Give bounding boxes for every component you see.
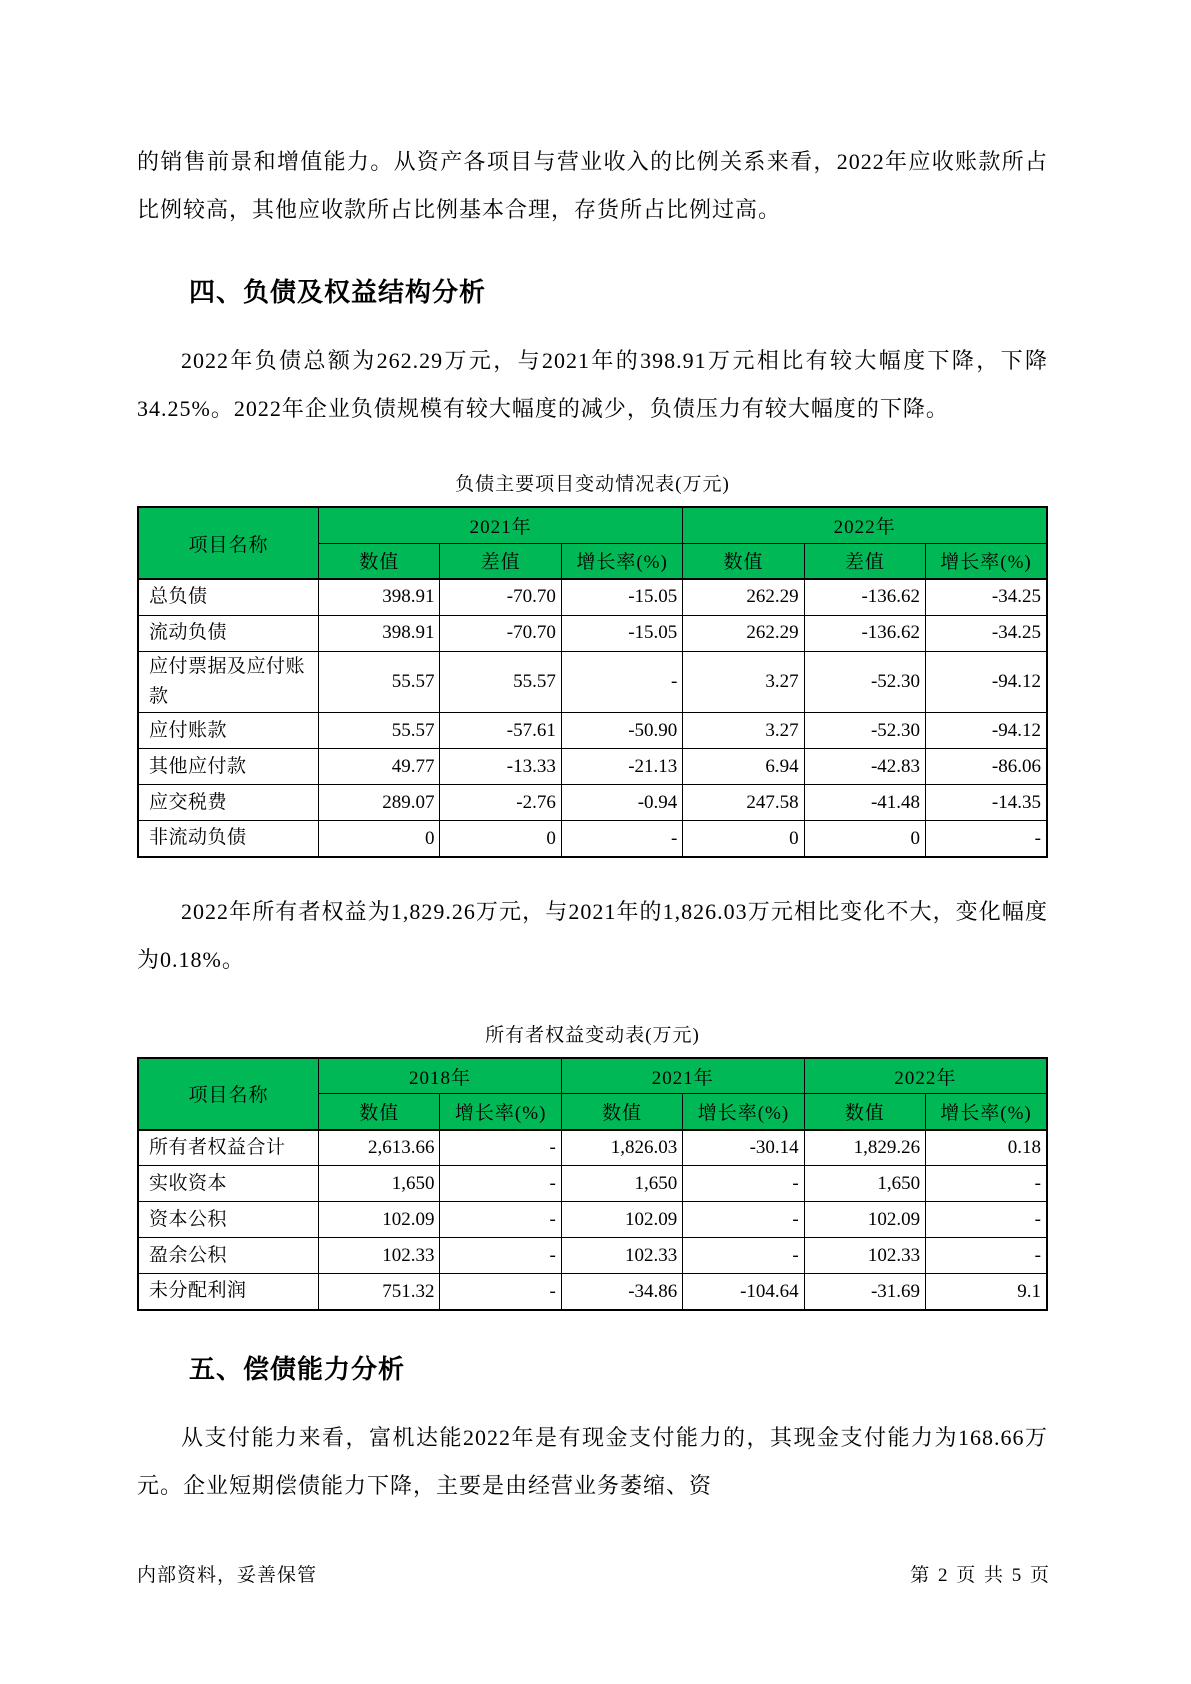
cell-value: 3.27 <box>683 651 804 713</box>
cell-value: -31.69 <box>804 1274 925 1310</box>
row-label: 其他应付款 <box>138 749 319 785</box>
cell-value: -42.83 <box>804 749 925 785</box>
subheader-growth: 增长率(%) <box>926 1094 1047 1130</box>
cell-value: 247.58 <box>683 785 804 821</box>
subheader-value: 数值 <box>804 1094 925 1130</box>
cell-value: 1,650 <box>319 1166 440 1202</box>
equity-table-body <box>138 1130 1047 1310</box>
row-label: 实收资本 <box>138 1166 319 1202</box>
cell-value: -94.12 <box>926 651 1047 713</box>
cell-value: -52.30 <box>804 713 925 749</box>
year-group-2018: 2018年 <box>319 1058 562 1094</box>
cell-value: 289.07 <box>319 785 440 821</box>
cell-value: 0 <box>804 821 925 857</box>
column-header-item-name: 项目名称 <box>138 1058 319 1130</box>
equity-table-title: 所有者权益变动表(万元) <box>485 1024 700 1046</box>
subheader-growth: 增长率(%) <box>926 543 1047 579</box>
cell-value: 751.32 <box>319 1274 440 1310</box>
cell-value: -34.25 <box>926 579 1047 615</box>
cell-value: 102.33 <box>561 1238 682 1274</box>
table-row <box>138 1166 1047 1202</box>
equity-table-header <box>138 1058 1047 1130</box>
year-group-2022: 2022年 <box>804 1058 1047 1094</box>
section-5-heading: 五、偿债能力分析 <box>189 1353 406 1384</box>
cell-value: -136.62 <box>804 579 925 615</box>
cell-value: 55.57 <box>319 713 440 749</box>
cell-value: -2.76 <box>440 785 561 821</box>
cell-value: - <box>440 1202 561 1238</box>
table-row <box>138 1130 1047 1166</box>
cell-value: - <box>683 1202 804 1238</box>
cell-value: 102.09 <box>319 1202 440 1238</box>
row-label: 资本公积 <box>138 1202 319 1238</box>
cell-value: 262.29 <box>683 579 804 615</box>
subheader-diff: 差值 <box>804 543 925 579</box>
footer-page-number: 第 2 页 共 5 页 <box>910 1565 1051 1586</box>
cell-value: -52.30 <box>804 651 925 713</box>
subheader-growth: 增长率(%) <box>440 1094 561 1130</box>
cell-value: - <box>926 1166 1047 1202</box>
year-group-2022: 2022年 <box>683 507 1047 543</box>
subheader-growth: 增长率(%) <box>561 543 682 579</box>
liabilities-table-body <box>138 579 1047 857</box>
cell-value: 102.33 <box>319 1238 440 1274</box>
row-label: 流动负债 <box>138 615 319 651</box>
subheader-growth: 增长率(%) <box>683 1094 804 1130</box>
cell-value: 0 <box>440 821 561 857</box>
cell-value: 1,650 <box>804 1166 925 1202</box>
cell-value: -15.05 <box>561 615 682 651</box>
row-label: 应交税费 <box>138 785 319 821</box>
cell-value: 262.29 <box>683 615 804 651</box>
page-footer <box>137 1560 1051 1587</box>
cell-value: -70.70 <box>440 615 561 651</box>
cell-value: -34.86 <box>561 1274 682 1310</box>
subheader-value: 数值 <box>683 543 804 579</box>
section-5-paragraph: 从支付能力来看，富机达能2022年是有现金支付能力的，其现金支付能力为168.66万元。企业短期偿债能力下降，主要是由经营业务萎缩、资 <box>137 1424 1048 1498</box>
row-label: 盈余公积 <box>138 1238 319 1274</box>
cell-value: - <box>440 1274 561 1310</box>
equity-table <box>137 1057 1048 1311</box>
table-row <box>138 749 1047 785</box>
row-label: 所有者权益合计 <box>138 1130 319 1166</box>
cell-value: - <box>926 821 1047 857</box>
column-header-item-name: 项目名称 <box>138 507 319 579</box>
subheader-diff: 差值 <box>440 543 561 579</box>
cell-value: -70.70 <box>440 579 561 615</box>
subheader-value: 数值 <box>319 543 440 579</box>
row-label: 总负债 <box>138 579 319 615</box>
liabilities-table-title: 负债主要项目变动情况表(万元) <box>455 474 730 495</box>
cell-value: 398.91 <box>319 579 440 615</box>
footer-confidential-note: 内部资料，妥善保管 <box>137 1565 318 1586</box>
cell-value: 55.57 <box>319 651 440 713</box>
cell-value: - <box>683 1166 804 1202</box>
table-row <box>138 1274 1047 1310</box>
cell-value: - <box>683 1238 804 1274</box>
cell-value: 0.18 <box>926 1130 1047 1166</box>
cell-value: 102.09 <box>561 1202 682 1238</box>
cell-value: -21.13 <box>561 749 682 785</box>
cell-value: 49.77 <box>319 749 440 785</box>
table-row <box>138 579 1047 615</box>
cell-value: -34.25 <box>926 615 1047 651</box>
cell-value: - <box>561 651 682 713</box>
cell-value: 102.33 <box>804 1238 925 1274</box>
cell-value: - <box>440 1166 561 1202</box>
section-4-heading: 四、负债及权益结构分析 <box>189 277 487 307</box>
section-4-paragraph: 2022年负债总额为262.29万元，与2021年的398.91万元相比有较大幅度下降，下降34.25%。2022年企业负债规模有较大幅度的减少，负债压力有较大幅度的下降。 <box>137 348 1048 421</box>
cell-value: -86.06 <box>926 749 1047 785</box>
page-content <box>137 138 1048 1510</box>
cell-value: - <box>440 1130 561 1166</box>
cell-value: -50.90 <box>561 713 682 749</box>
cell-value: 102.09 <box>804 1202 925 1238</box>
cell-value: 3.27 <box>683 713 804 749</box>
table-row <box>138 821 1047 857</box>
continuation-paragraph: 的销售前景和增值能力。从资产各项目与营业收入的比例关系来看，2022年应收账款所占比例较高，其他应收款所占比例基本合理，存货所占比例过高。 <box>137 149 1048 222</box>
cell-value: 1,650 <box>561 1166 682 1202</box>
cell-value: 398.91 <box>319 615 440 651</box>
row-label: 未分配利润 <box>138 1274 319 1310</box>
liabilities-table <box>137 506 1048 858</box>
year-group-2021: 2021年 <box>561 1058 804 1094</box>
cell-value: -41.48 <box>804 785 925 821</box>
table-row <box>138 713 1047 749</box>
cell-value: - <box>440 1238 561 1274</box>
cell-value: -57.61 <box>440 713 561 749</box>
cell-value: -13.33 <box>440 749 561 785</box>
cell-value: -136.62 <box>804 615 925 651</box>
year-group-2021: 2021年 <box>319 507 683 543</box>
cell-value: -104.64 <box>683 1274 804 1310</box>
subheader-value: 数值 <box>561 1094 682 1130</box>
cell-value: - <box>926 1202 1047 1238</box>
subheader-value: 数值 <box>319 1094 440 1130</box>
cell-value: 55.57 <box>440 651 561 713</box>
cell-value: 0 <box>683 821 804 857</box>
cell-value: - <box>926 1238 1047 1274</box>
table-row <box>138 1238 1047 1274</box>
row-label: 应付票据及应付账款 <box>138 651 319 713</box>
equity-paragraph: 2022年所有者权益为1,829.26万元，与2021年的1,826.03万元相比变化不大，变化幅度为0.18%。 <box>137 898 1048 972</box>
cell-value: -30.14 <box>683 1130 804 1166</box>
row-label: 非流动负债 <box>138 821 319 857</box>
cell-value: 9.1 <box>926 1274 1047 1310</box>
cell-value: -94.12 <box>926 713 1047 749</box>
liabilities-table-header <box>138 507 1047 579</box>
row-label: 应付账款 <box>138 713 319 749</box>
cell-value: -0.94 <box>561 785 682 821</box>
table-row <box>138 785 1047 821</box>
cell-value: 0 <box>319 821 440 857</box>
table-row <box>138 1202 1047 1238</box>
table-row <box>138 651 1047 713</box>
cell-value: 1,826.03 <box>561 1130 682 1166</box>
cell-value: -14.35 <box>926 785 1047 821</box>
table-row <box>138 615 1047 651</box>
cell-value: - <box>561 821 682 857</box>
cell-value: 1,829.26 <box>804 1130 925 1166</box>
cell-value: -15.05 <box>561 579 682 615</box>
cell-value: 2,613.66 <box>319 1130 440 1166</box>
cell-value: 6.94 <box>683 749 804 785</box>
